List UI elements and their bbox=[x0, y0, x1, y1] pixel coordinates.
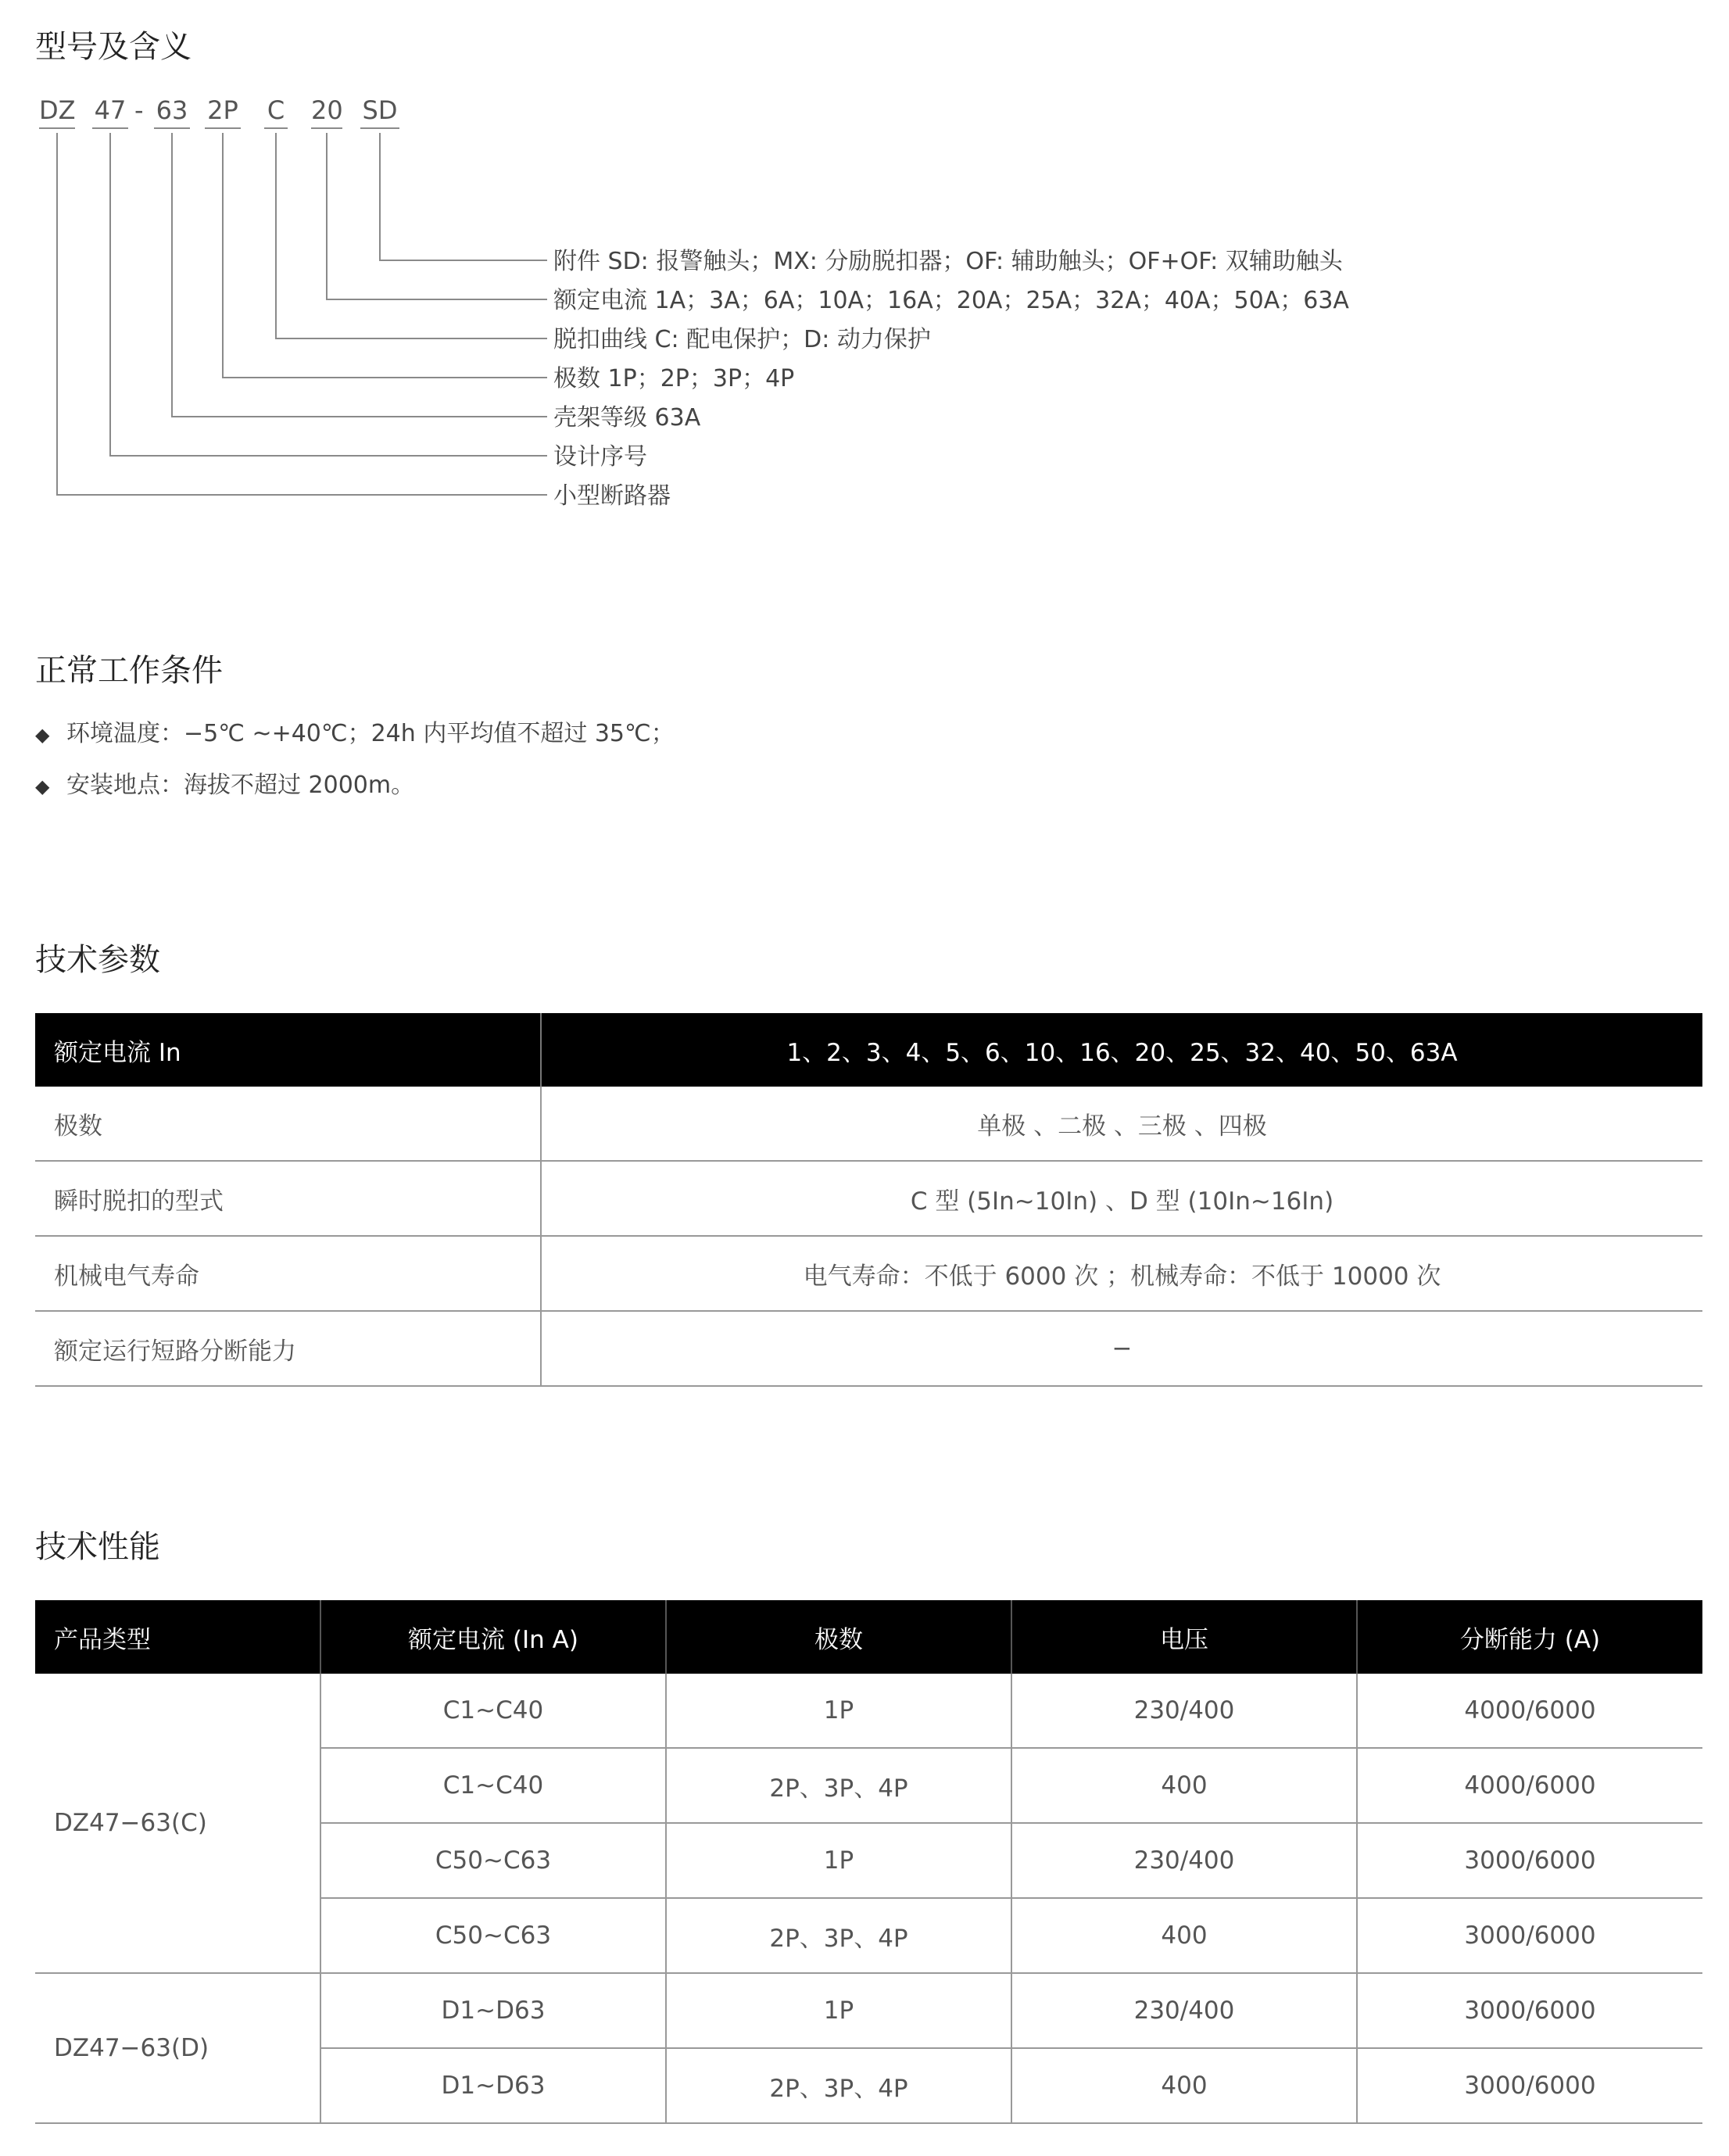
table-row bbox=[35, 1236, 1702, 1311]
code-segment-frame: 63 bbox=[154, 98, 190, 129]
conditions-list bbox=[35, 715, 675, 818]
code-segment-current: 20 bbox=[311, 98, 342, 129]
diamond-bullet-icon: ◆ bbox=[35, 775, 50, 797]
meaning-series: 小型断路器 bbox=[553, 482, 671, 510]
meaning-trip-curve: 脱扣曲线 C: 配电保护；D: 动力保护 bbox=[553, 326, 931, 353]
cell-breaking-capacity: 3000/6000 bbox=[1357, 1898, 1702, 1973]
param-value: C 型 (5In~10In) 、D 型 (10In~16In) bbox=[541, 1161, 1702, 1236]
params-header-row bbox=[35, 1013, 1702, 1087]
param-value: − bbox=[541, 1311, 1702, 1386]
cell-rated-current: C1~C40 bbox=[320, 1674, 666, 1748]
header-breaking-capacity: 分断能力 (A) bbox=[1357, 1600, 1702, 1674]
params-header-value: 1、2、3、4、5、6、10、16、20、25、32、40、50、63A bbox=[541, 1013, 1702, 1087]
cell-rated-current: D1~D63 bbox=[320, 1973, 666, 2048]
cell-voltage: 230/400 bbox=[1011, 1823, 1357, 1898]
model-meaning-list bbox=[553, 242, 1349, 516]
header-voltage: 电压 bbox=[1011, 1600, 1357, 1674]
meaning-poles: 极数 1P；2P；3P；4P bbox=[553, 365, 795, 392]
product-type-cell: DZ47−63(C) bbox=[35, 1674, 320, 1973]
diamond-bullet-icon: ◆ bbox=[35, 724, 50, 746]
params-header-label: 额定电流 In bbox=[35, 1013, 541, 1087]
header-poles: 极数 bbox=[666, 1600, 1011, 1674]
code-segment-curve: C bbox=[264, 98, 288, 129]
table-row bbox=[35, 1311, 1702, 1386]
meaning-design-no: 设计序号 bbox=[553, 443, 647, 471]
cell-voltage: 400 bbox=[1011, 2048, 1357, 2123]
cell-rated-current: D1~D63 bbox=[320, 2048, 666, 2123]
code-segment-series: DZ bbox=[39, 98, 75, 129]
model-section-title: 型号及含义 bbox=[35, 29, 192, 65]
param-label: 极数 bbox=[35, 1087, 541, 1161]
code-segment-accessory: SD bbox=[360, 98, 399, 129]
table-row bbox=[35, 1087, 1702, 1161]
conditions-section-title: 正常工作条件 bbox=[35, 653, 223, 689]
cell-rated-current: C50~C63 bbox=[320, 1823, 666, 1898]
cell-breaking-capacity: 3000/6000 bbox=[1357, 1973, 1702, 2048]
cell-voltage: 400 bbox=[1011, 1898, 1357, 1973]
code-segment-design: 47 bbox=[92, 98, 128, 129]
cell-voltage: 400 bbox=[1011, 1748, 1357, 1823]
table-row bbox=[35, 1973, 1702, 2048]
header-rated-current: 额定电流 (In A) bbox=[320, 1600, 666, 1674]
param-label: 额定运行短路分断能力 bbox=[35, 1311, 541, 1386]
meaning-rated-current: 额定电流 1A；3A；6A；10A；16A；20A；25A；32A；40A；50A；63A bbox=[553, 287, 1349, 314]
cell-voltage: 230/400 bbox=[1011, 1973, 1357, 2048]
cell-breaking-capacity: 3000/6000 bbox=[1357, 1823, 1702, 1898]
param-value: 单极 、二极 、三极 、四极 bbox=[541, 1087, 1702, 1161]
cell-poles: 2P、3P、4P bbox=[666, 1898, 1011, 1973]
product-type-cell: DZ47−63(D) bbox=[35, 1973, 320, 2123]
performance-section-title: 技术性能 bbox=[35, 1529, 160, 1565]
condition-text: 环境温度：−5℃ ~+40℃；24h 内平均值不超过 35℃； bbox=[66, 720, 675, 747]
meaning-frame: 壳架等级 63A bbox=[553, 404, 701, 432]
cell-poles: 1P bbox=[666, 1823, 1011, 1898]
cell-rated-current: C50~C63 bbox=[320, 1898, 666, 1973]
performance-table bbox=[35, 1600, 1702, 2124]
cell-breaking-capacity: 4000/6000 bbox=[1357, 1748, 1702, 1823]
cell-poles: 2P、3P、4P bbox=[666, 2048, 1011, 2123]
condition-text: 安装地点：海拔不超过 2000m。 bbox=[66, 772, 415, 799]
table-row bbox=[35, 1161, 1702, 1236]
cell-voltage: 230/400 bbox=[1011, 1674, 1357, 1748]
code-segment-poles: 2P bbox=[205, 98, 241, 129]
cell-poles: 1P bbox=[666, 1973, 1011, 2048]
param-label: 瞬时脱扣的型式 bbox=[35, 1161, 541, 1236]
table-row bbox=[35, 1674, 1702, 1748]
cell-breaking-capacity: 4000/6000 bbox=[1357, 1674, 1702, 1748]
condition-item bbox=[35, 715, 675, 767]
params-section-title: 技术参数 bbox=[35, 942, 160, 978]
code-dash: - bbox=[134, 95, 144, 125]
cell-poles: 1P bbox=[666, 1674, 1011, 1748]
param-value: 电气寿命：不低于 6000 次 ；机械寿命：不低于 10000 次 bbox=[541, 1236, 1702, 1311]
header-product-type: 产品类型 bbox=[35, 1600, 320, 1674]
cell-breaking-capacity: 3000/6000 bbox=[1357, 2048, 1702, 2123]
meaning-accessory: 附件 SD: 报警触头；MX: 分励脱扣器；OF: 辅助触头；OF+OF: 双辅助触头 bbox=[553, 248, 1343, 275]
model-connector-lines bbox=[0, 125, 563, 516]
performance-header-row bbox=[35, 1600, 1702, 1674]
cell-poles: 2P、3P、4P bbox=[666, 1748, 1011, 1823]
params-table bbox=[35, 1013, 1702, 1387]
condition-item bbox=[35, 767, 675, 818]
param-label: 机械电气寿命 bbox=[35, 1236, 541, 1311]
cell-rated-current: C1~C40 bbox=[320, 1748, 666, 1823]
